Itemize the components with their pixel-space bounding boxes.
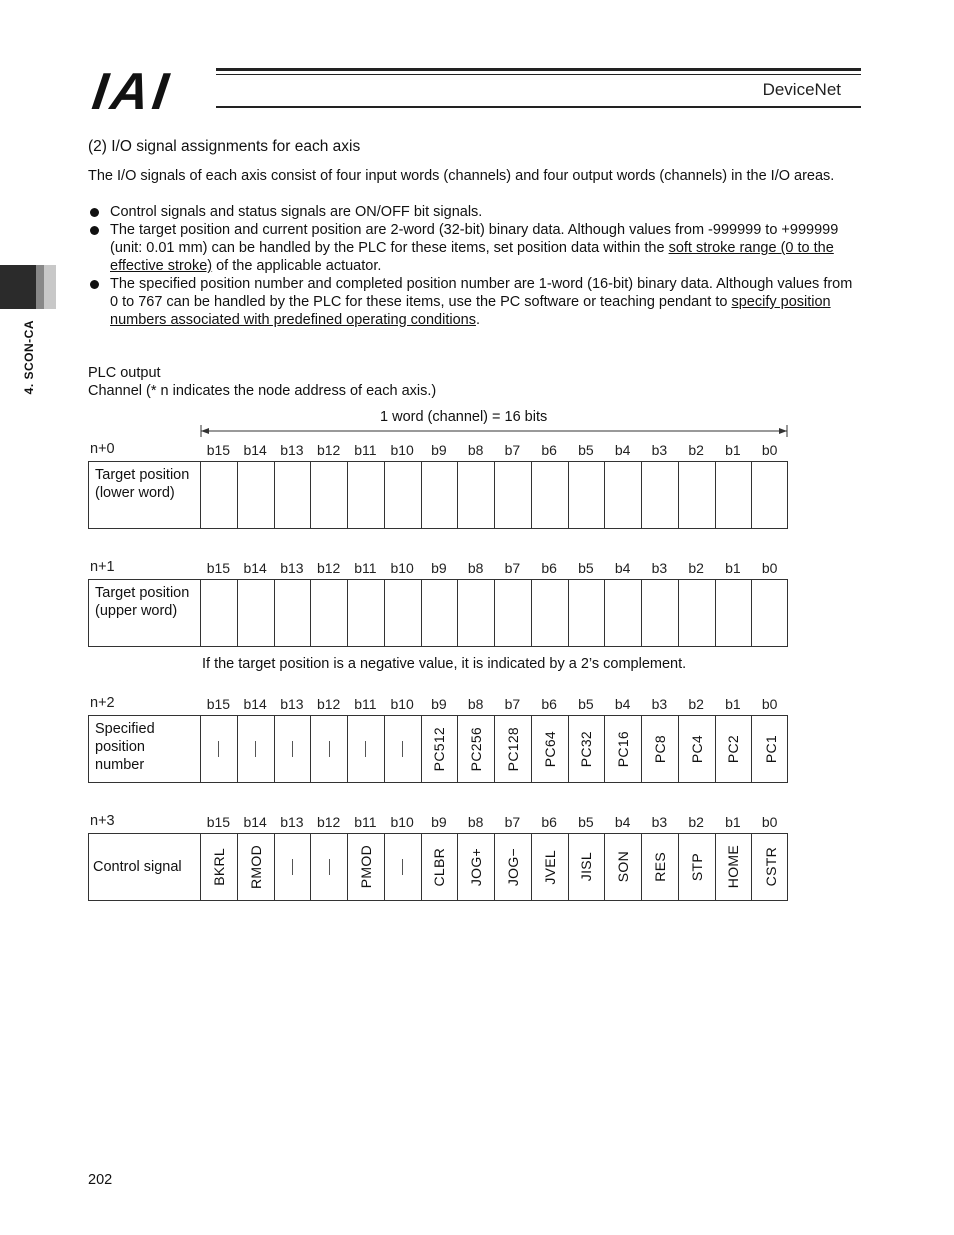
bit-label: b3 (651, 560, 668, 576)
bit-cell (752, 834, 789, 900)
bit-cell (642, 580, 679, 646)
bit-cell (752, 580, 789, 646)
register-label: Target position (upper word) (89, 580, 201, 646)
bit-cell (642, 834, 679, 900)
bullet-item (88, 275, 863, 329)
section-heading: (2) I/O signal assignments for each axis (88, 138, 361, 155)
bit-label: b2 (688, 442, 704, 458)
bit-label: b12 (316, 560, 341, 576)
bit-label: b10 (390, 442, 414, 458)
signal-name: SON (615, 851, 632, 883)
bit-label: b6 (541, 814, 557, 830)
bit-cell (311, 580, 348, 646)
bit-cell (532, 834, 569, 900)
bit-cell (605, 462, 642, 528)
chapter-label: 4. SCON-CA (22, 320, 36, 395)
bit-cell (716, 716, 753, 782)
bit-label: b14 (243, 814, 267, 830)
bullet-item (88, 203, 863, 221)
bit-cell (385, 834, 422, 900)
signal-name: PC64 (541, 730, 558, 768)
bit-cell (348, 716, 385, 782)
bit-label: b2 (688, 814, 704, 830)
bit-cell (679, 580, 716, 646)
bit-label: b9 (431, 696, 447, 712)
bit-cell (532, 580, 569, 646)
bit-cell (311, 462, 348, 528)
unused-bit-mark-icon (255, 741, 256, 757)
bit-label: b6 (541, 696, 557, 712)
bit-label: b8 (467, 814, 484, 830)
register-row (88, 833, 788, 901)
bit-cell (679, 462, 716, 528)
bit-label: b3 (651, 696, 668, 712)
bullet-underlined-text: soft stroke range (0 to the effective stroke) (110, 240, 834, 274)
intro-paragraph: The I/O signals of each axis consist of four input words (channels) and four output words (channels) in the I/O areas. (88, 168, 835, 184)
bit-cell (385, 462, 422, 528)
register-row (88, 715, 788, 783)
bit-cell (422, 462, 459, 528)
bit-cell (275, 716, 312, 782)
register-n1 (88, 559, 788, 647)
bit-cell (275, 580, 312, 646)
bit-label: b5 (578, 696, 594, 712)
bit-cell (385, 580, 422, 646)
bit-label: b6 (541, 442, 557, 458)
bit-cell (275, 462, 312, 528)
register-row (88, 579, 788, 647)
register-label: Target position (lower word) (89, 462, 201, 528)
bit-cell (752, 716, 789, 782)
iai-logo: IAI (88, 63, 176, 121)
bullet-underlined-text: specify position numbers associated with predefined operating conditions (110, 294, 831, 328)
bit-label: b6 (541, 560, 557, 576)
channel-note: Channel (* n indicates the node address of each axis.) (88, 383, 437, 399)
bit-label: b1 (725, 560, 741, 576)
bit-cell (385, 716, 422, 782)
bit-label: b0 (761, 442, 778, 458)
bit-cell (348, 834, 385, 900)
word-width-label: 1 word (channel) = 16 bits (380, 409, 548, 425)
signal-name: RES (651, 852, 668, 882)
bit-cell (238, 716, 275, 782)
register-label: Specified position number (89, 716, 201, 782)
signal-name: PC2 (725, 734, 742, 764)
bit-label: b10 (390, 560, 414, 576)
bit-cell (569, 462, 606, 528)
bit-label: b13 (280, 814, 304, 830)
unused-bit-mark-icon (292, 741, 293, 757)
bit-cell (716, 834, 753, 900)
bit-cell (569, 834, 606, 900)
bit-label: b0 (761, 560, 778, 576)
bullet-dot-icon (90, 280, 99, 289)
bit-cell (532, 462, 569, 528)
bullet-dot-icon (90, 208, 99, 217)
bit-label: b15 (206, 442, 231, 458)
bit-label: b1 (725, 442, 741, 458)
unused-bit-mark-icon (329, 741, 330, 757)
signal-name: PC8 (651, 734, 668, 764)
bit-label: b3 (651, 442, 668, 458)
bit-cell (458, 462, 495, 528)
unused-bit-mark-icon (402, 859, 403, 875)
bit-label: b2 (688, 696, 704, 712)
bit-cell (679, 834, 716, 900)
bullet-item (88, 221, 863, 275)
header-rule-top-thin (216, 74, 861, 75)
bullet-text: of the applicable actuator. (212, 258, 382, 274)
bit-label: b8 (467, 442, 484, 458)
bit-label: b13 (280, 696, 304, 712)
bit-label: b5 (578, 814, 594, 830)
bit-label: b10 (390, 696, 414, 712)
bit-label: b5 (578, 560, 594, 576)
bit-cell (605, 716, 642, 782)
unused-bit-mark-icon (365, 741, 366, 757)
document-title: DeviceNet (762, 80, 841, 99)
bit-cell (238, 462, 275, 528)
bit-label: b10 (390, 814, 414, 830)
signal-name: STP (688, 852, 705, 882)
bit-label: b15 (206, 560, 231, 576)
chapter-tab-block (0, 265, 36, 309)
bit-label: b0 (761, 814, 778, 830)
register-header (88, 441, 788, 461)
signal-name: PC512 (431, 726, 448, 772)
register-name: n+3 (90, 813, 115, 829)
signal-name: CSTR (762, 847, 779, 887)
bullet-text: The specified position number and completed position number are 1-word (16-bit) binary data. Although values from 0 to 767 can be handled by the PLC for these items, use the PC software or teaching pendant to (110, 276, 853, 310)
signal-name: CLBR (431, 847, 448, 887)
bit-label: b7 (504, 696, 521, 712)
header-rule-top (216, 68, 861, 71)
bit-label: b14 (243, 442, 267, 458)
bit-cell (311, 716, 348, 782)
bit-label: b11 (354, 442, 377, 458)
bit-cell (458, 716, 495, 782)
bit-label: b7 (504, 442, 521, 458)
bit-label: b0 (761, 696, 778, 712)
bit-label: b7 (504, 814, 521, 830)
register-n0 (88, 441, 788, 529)
bit-cell (201, 716, 238, 782)
bit-cell (716, 580, 753, 646)
unused-bit-mark-icon (218, 741, 219, 757)
plc-output-title: PLC output (88, 365, 161, 381)
bit-cell (569, 580, 606, 646)
register-header (88, 813, 788, 833)
signal-name: PC128 (504, 726, 521, 772)
bit-cell (458, 580, 495, 646)
bit-cell (275, 834, 312, 900)
register-row (88, 461, 788, 529)
bit-label: b12 (316, 814, 341, 830)
bit-cell (201, 580, 238, 646)
bit-cell (679, 716, 716, 782)
word-width-arrow-icon (200, 425, 788, 437)
bit-label: b2 (688, 560, 704, 576)
bit-label: b13 (280, 560, 304, 576)
unused-bit-mark-icon (329, 859, 330, 875)
signal-name: JOG+ (468, 847, 485, 887)
signal-name: JISL (578, 852, 595, 882)
bit-label: b11 (354, 560, 377, 576)
bit-cell (605, 834, 642, 900)
bullet-dot-icon (90, 226, 99, 235)
unused-bit-mark-icon (402, 741, 403, 757)
register-n2 (88, 695, 788, 783)
bit-cell (348, 580, 385, 646)
bit-cell (201, 834, 238, 900)
bit-cell (238, 580, 275, 646)
bit-cell (238, 834, 275, 900)
bit-label: b12 (316, 696, 341, 712)
bit-cell (348, 462, 385, 528)
bit-label: b15 (206, 696, 231, 712)
bit-label: b4 (614, 560, 631, 576)
register-label: Control signal (89, 834, 201, 900)
bullet-text: Control signals and status signals are ON/OFF bit signals. (110, 204, 483, 220)
signal-name: JVEL (541, 849, 558, 885)
bit-cell (642, 716, 679, 782)
bit-cell (422, 580, 459, 646)
bit-label: b8 (467, 696, 484, 712)
register-name: n+2 (90, 695, 115, 711)
negative-value-note: If the target position is a negative value, it is indicated by a 2’s complement. (202, 656, 687, 672)
bit-label: b14 (243, 696, 267, 712)
bit-label: b9 (431, 442, 447, 458)
bit-label: b11 (354, 814, 377, 830)
signal-name: JOG− (504, 847, 521, 887)
signal-name: PMOD (357, 845, 374, 889)
bit-cell (495, 716, 532, 782)
signal-name: PC256 (468, 726, 485, 772)
bit-cell (532, 716, 569, 782)
bit-cell (642, 462, 679, 528)
bit-cell (495, 834, 532, 900)
bullet-text: . (475, 312, 480, 328)
bit-cell (716, 462, 753, 528)
signal-name: HOME (725, 845, 742, 889)
page-number: 202 (88, 1172, 113, 1188)
bit-cell (422, 834, 459, 900)
bit-label: b1 (725, 814, 741, 830)
bit-label: b13 (280, 442, 304, 458)
bit-label: b5 (578, 442, 594, 458)
signal-name: PC32 (578, 730, 595, 768)
register-header (88, 695, 788, 715)
bit-cell (201, 462, 238, 528)
unused-bit-mark-icon (292, 859, 293, 875)
bit-label: b1 (725, 696, 741, 712)
signal-name: PC16 (615, 730, 632, 768)
bit-cell (311, 834, 348, 900)
register-name: n+0 (90, 441, 115, 457)
bullet-text: The target position and current position are 2-word (32-bit) binary data. Although values from -999999 to +999999 (unit: 0.01 mm) can be handled by the PLC for these items, set position data within the (110, 222, 839, 256)
bit-label: b3 (651, 814, 668, 830)
bit-label: b9 (431, 814, 447, 830)
bit-label: b8 (467, 560, 484, 576)
header-rule-bottom (216, 106, 861, 108)
bit-cell (495, 462, 532, 528)
bit-cell (458, 834, 495, 900)
bit-label: b7 (504, 560, 521, 576)
bit-label: b4 (614, 442, 631, 458)
register-n3 (88, 813, 788, 901)
bit-label: b4 (614, 696, 631, 712)
bit-cell (569, 716, 606, 782)
bit-label: b15 (206, 814, 231, 830)
bit-label: b4 (614, 814, 631, 830)
chapter-tab-block-light (44, 265, 56, 309)
bit-label: b11 (354, 696, 377, 712)
bit-cell (422, 716, 459, 782)
bit-label: b12 (316, 442, 341, 458)
signal-name: BKRL (210, 848, 227, 886)
bit-label: b14 (243, 560, 267, 576)
bit-cell (752, 462, 789, 528)
signal-name: PC4 (688, 734, 705, 764)
bit-label: b9 (431, 560, 447, 576)
register-header (88, 559, 788, 579)
signal-name: PC1 (762, 734, 779, 764)
register-name: n+1 (90, 559, 115, 575)
bit-cell (495, 580, 532, 646)
bit-cell (605, 580, 642, 646)
signal-name: RMOD (247, 845, 264, 889)
chapter-tab-block-mid (36, 265, 44, 309)
